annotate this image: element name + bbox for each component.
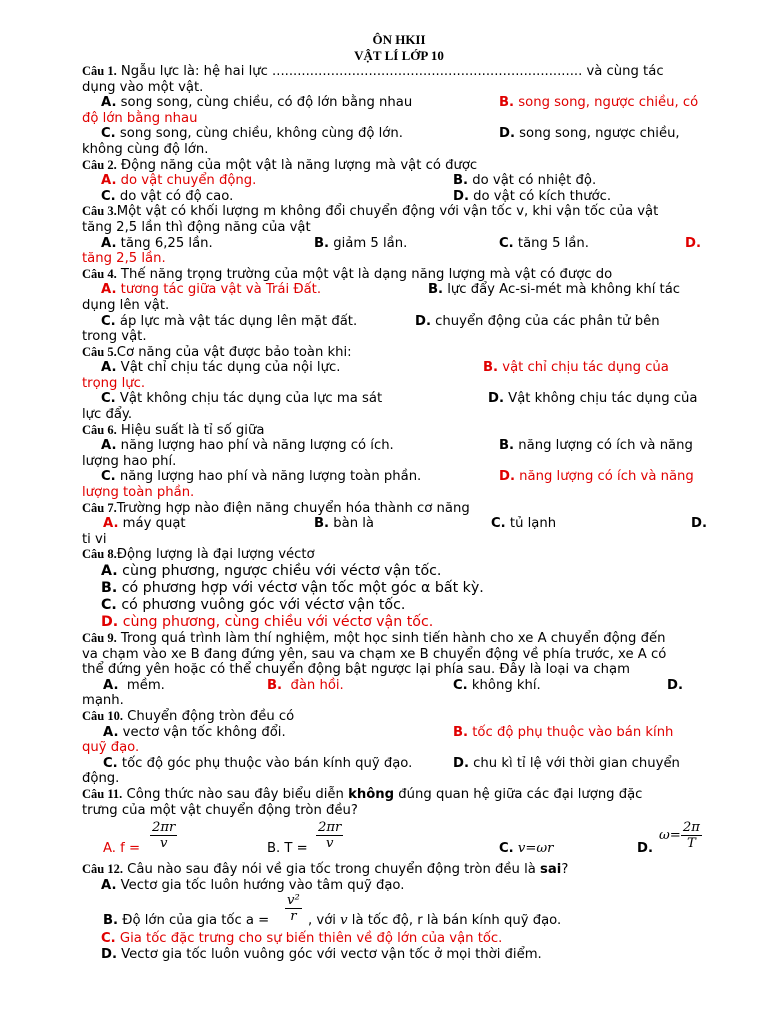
option-c: C. tủ lạnh bbox=[491, 516, 557, 532]
question-number: Câu 8. bbox=[82, 547, 117, 562]
question-number: Câu 12. bbox=[82, 862, 123, 877]
option-d: D. chuyển động của các phân tử bên bbox=[415, 313, 660, 329]
option-d-cont: động. bbox=[82, 771, 120, 787]
question-number: Câu 1. bbox=[82, 64, 117, 78]
option-d-cont: không cùng độ lớn. bbox=[82, 141, 209, 157]
options-row bbox=[82, 818, 716, 862]
question-number: Câu 11. bbox=[82, 786, 123, 801]
option-b: B. song song, ngược chiều, có bbox=[499, 95, 699, 111]
option-a: A. máy quạt bbox=[103, 516, 186, 532]
option-b-cont: quỹ đạo. bbox=[82, 740, 140, 756]
option-d: D. song song, ngược chiều, bbox=[499, 126, 680, 142]
option-d-cont: lực đẩy. bbox=[82, 407, 133, 423]
question-text: Thế năng trọng trường của một vật là dạng năng lượng mà vật có được do bbox=[116, 266, 613, 282]
option-d: D. năng lượng có ích và năng bbox=[499, 469, 694, 485]
question-text: Động lượng là đại lượng véctơ bbox=[116, 547, 315, 563]
option-d-cont: ti vi bbox=[82, 531, 107, 547]
option-b: B. có phương hợp với véctơ vận tốc một góc α bất kỳ. bbox=[101, 580, 484, 596]
question-6 bbox=[82, 423, 716, 501]
option-a: A. tăng 6,25 lần. bbox=[101, 235, 213, 251]
question-text: dụng vào một vật. bbox=[82, 79, 204, 95]
option-c: C. tăng 5 lần. bbox=[499, 235, 589, 251]
option-b: B. bàn là bbox=[314, 516, 375, 532]
option-a: A. Vật chỉ chịu tác dụng của nội lực. bbox=[101, 360, 341, 376]
option-d: D. bbox=[667, 677, 683, 693]
option-b-cont: lượng hao phí. bbox=[82, 453, 177, 469]
question-8 bbox=[82, 547, 716, 631]
question-4 bbox=[82, 267, 716, 345]
question-number: Câu 7. bbox=[82, 500, 117, 515]
title-line1: ÔN HKII bbox=[372, 32, 426, 47]
option-a: A. f = bbox=[103, 841, 141, 857]
question-text: va chạm vào xe B đang đứng yên, sau va chạm xe B chuyển động về phía trước, xe A có bbox=[82, 646, 667, 662]
option-a: A. cùng phương, ngược chiều với véctơ vận tốc. bbox=[101, 563, 442, 579]
option-a: A. Vectơ gia tốc luôn hướng vào tâm quỹ đạo. bbox=[101, 877, 405, 893]
question-11: Câu 11. Công thức nào sau đây biểu diễn không đúng quan hệ giữa các đại lượng đặc trưng của một vật chuyển động tròn đều? A. f = $\frac{2\pi r}{v}$ B. T = $\frac{2\pi r}{v}$ C. v=ωr D. ω= $\frac{2\pi}{T}$ bbox=[82, 787, 716, 862]
option-d: D. bbox=[691, 516, 707, 532]
option-b: B. vật chỉ chịu tác dụng của bbox=[483, 360, 669, 376]
question-number: Câu 10. bbox=[82, 708, 123, 723]
question-text: thể đứng yên hoặc có thể chuyển động bật ngược lại phía sau. Đây là loại va chạm bbox=[82, 662, 630, 678]
option-d: D. cùng phương, cùng chiều với véctơ vận tốc. bbox=[101, 614, 434, 630]
option-d: D. do vật có kích thước. bbox=[453, 188, 612, 204]
question-text: Ngẫu lực là: hệ hai lực .......................................................................... và cùng tác bbox=[116, 64, 664, 79]
option-b: B. do vật có nhiệt độ. bbox=[453, 173, 597, 189]
title-line2: VẬT LÍ LỚP 10 bbox=[354, 48, 444, 63]
option-b: B. lực đẩy Ac-si-mét mà không khí tác bbox=[428, 282, 681, 298]
document bbox=[82, 32, 716, 963]
option-c: C. v=ωr bbox=[499, 841, 554, 857]
option-b-cont: trọng lực. bbox=[82, 375, 146, 391]
option-c: C. năng lượng hao phí và năng lượng toàn phần. bbox=[101, 469, 422, 485]
option-c: C. áp lực mà vật tác dụng lên mặt đất. bbox=[101, 313, 358, 329]
question-10 bbox=[82, 709, 716, 787]
option-b-cont: độ lớn bằng nhau bbox=[82, 110, 198, 126]
option-c: C. do vật có độ cao. bbox=[101, 188, 234, 204]
option-b: B. giảm 5 lần. bbox=[314, 235, 408, 251]
option-c: C. có phương vuông góc với véctơ vận tốc. bbox=[101, 597, 406, 613]
option-c: C. Gia tốc đặc trưng cho sự biến thiên về độ lớn của vận tốc. bbox=[101, 931, 503, 947]
question-number: Câu 6. bbox=[82, 422, 117, 437]
option-b: B. Độ lớn của gia tốc a = $\frac{\text{v²}}{r}$ , với v là tốc độ, r là bán kính quỹ đạo. bbox=[103, 893, 562, 929]
question-2 bbox=[82, 158, 716, 205]
formula-2pir-over-v: $\frac{2\pi r}{v}$ bbox=[318, 820, 342, 852]
option-c: C. không khí. bbox=[453, 677, 541, 693]
option-d-cont: trong vật. bbox=[82, 329, 147, 345]
option-a: A. song song, cùng chiều, có độ lớn bằng nhau bbox=[101, 95, 413, 111]
question-1 bbox=[82, 64, 716, 158]
question-5 bbox=[82, 345, 716, 423]
question-7 bbox=[82, 501, 716, 548]
option-c: C. tốc độ góc phụ thuộc vào bán kính quỹ đạo. bbox=[103, 755, 413, 771]
question-text: Cơ năng của vật được bảo toàn khi: bbox=[116, 344, 352, 360]
formula-omega: ω= $\frac{2\pi}{T}$ bbox=[659, 820, 700, 852]
question-text: Trường hợp nào điện năng chuyển hóa thành cơ năng bbox=[116, 500, 470, 516]
question-text: Hiệu suất là tỉ số giữa bbox=[116, 422, 265, 438]
option-d-cont: tăng 2,5 lần. bbox=[82, 251, 166, 267]
option-a: A. vectơ vận tốc không đổi. bbox=[103, 724, 286, 740]
question-text: Một vật có khối lượng m không đổi chuyển động với vận tốc v, khi vận tốc của vật bbox=[116, 204, 659, 220]
option-b-cont: dụng lên vật. bbox=[82, 297, 170, 313]
question-9 bbox=[82, 631, 716, 709]
question-text: Động năng của một vật là năng lượng mà vật có được bbox=[116, 157, 478, 173]
question-text: Trong quá trình làm thí nghiệm, một học sinh tiến hành cho xe A chuyển động đến bbox=[116, 631, 666, 646]
question-number: Câu 5. bbox=[82, 344, 117, 359]
question-3 bbox=[82, 204, 716, 266]
question-number: Câu 4. bbox=[82, 266, 117, 281]
option-b: B. năng lượng có ích và năng bbox=[499, 438, 693, 454]
option-a: A. mềm. bbox=[103, 677, 165, 693]
option-d: D. bbox=[685, 235, 701, 251]
question-number: Câu 2. bbox=[82, 157, 117, 172]
option-d-cont: mạnh. bbox=[82, 693, 124, 709]
option-c: C. song song, cùng chiều, không cùng độ lớn. bbox=[101, 126, 403, 142]
option-c: C. Vật không chịu tác dụng của lực ma sát bbox=[101, 391, 383, 407]
option-d-cont: lượng toàn phần. bbox=[82, 485, 195, 501]
option-a: A. tương tác giữa vật và Trái Đất. bbox=[101, 282, 322, 298]
option-a: A. do vật chuyển động. bbox=[101, 173, 257, 189]
formula-2pir-over-v: $\frac{2\pi r}{v}$ bbox=[152, 820, 176, 852]
question-number: Câu 3. bbox=[82, 204, 117, 219]
question-text: trưng của một vật chuyển động tròn đều? bbox=[82, 802, 358, 818]
question-12: Câu 12. Câu nào sau đây nói về gia tốc trong chuyển động tròn đều là sai? A. Vectơ gia tốc luôn hướng vào tâm quỹ đạo. B. Độ lớn của gia tốc a = $\frac{\text{v²}}{r}$ , với v là tốc độ, r là bán kính quỹ đạo. C. Gia tốc đặc trưng cho sự biến thiên về độ lớn của vận tốc. D. Vectơ gia tốc luôn vuông góc với vectơ vận tốc ở mọi thời điểm. bbox=[82, 862, 716, 962]
question-number: Câu 9. bbox=[82, 631, 117, 645]
option-d: D. Vectơ gia tốc luôn vuông góc với vectơ vận tốc ở mọi thời điểm. bbox=[101, 946, 542, 962]
option-b: B. đàn hồi. bbox=[267, 677, 344, 693]
question-text: tăng 2,5 lần thì động năng của vật bbox=[82, 219, 311, 235]
option-b: B. tốc độ phụ thuộc vào bán kính bbox=[453, 724, 674, 740]
option-a: A. năng lượng hao phí và năng lượng có ích. bbox=[101, 438, 394, 454]
option-b: B. T = bbox=[267, 841, 308, 857]
option-d: D. Vật không chịu tác dụng của bbox=[488, 391, 698, 407]
question-text: Chuyển động tròn đều có bbox=[122, 708, 295, 724]
option-d: D. bbox=[637, 841, 653, 857]
option-d: D. chu kì tỉ lệ với thời gian chuyển bbox=[453, 755, 680, 771]
